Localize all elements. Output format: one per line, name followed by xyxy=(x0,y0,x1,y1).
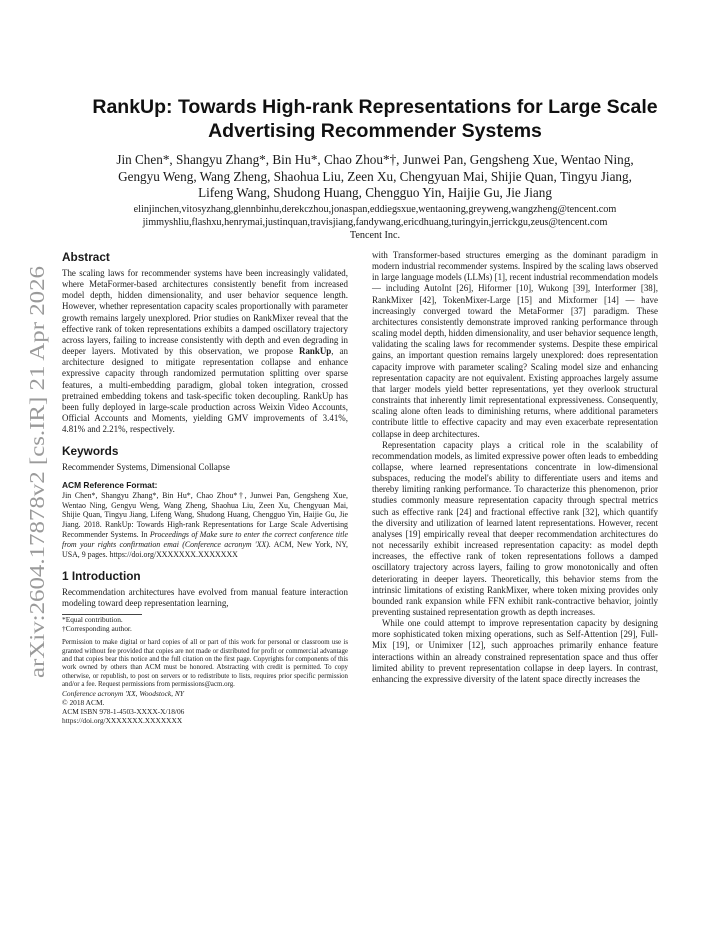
conference-line xyxy=(62,689,348,698)
acm-reference-italic: Proceedings of Make sure to enter the correct conference title from your rights confirmation emai (Conference acronym 'XX). xyxy=(62,530,348,550)
title-line-2: Advertising Recommender Systems xyxy=(208,120,542,142)
abstract-rankup-bold: RankUp xyxy=(298,346,332,357)
keywords-text: Recommender Systems, Dimensional Collapse xyxy=(62,462,230,473)
acm-reference-text xyxy=(62,491,348,560)
abstract-heading: Abstract xyxy=(62,250,110,264)
affiliation: Tencent Inc. xyxy=(349,230,401,241)
arxiv-stamp-svg xyxy=(22,258,52,678)
intro-paragraph-3: While one could attempt to improve representation capacity by designing more sophisticated token mixing operations, such as Self-Attention [29], Full-Mix [19], or Unimixer [12], such approaches primarily enhance feature interactions within an already constrained representation space and thus offer limited ability to prevent representation collapse in deep layers. In contrast, enhancing the expressive diversity of the latent space directly increases the xyxy=(372,618,658,684)
left-column xyxy=(62,250,348,725)
keywords-heading: Keywords xyxy=(62,444,119,459)
introduction-heading: 1 Introduction xyxy=(62,569,141,583)
arxiv-id: arXiv:2604.17878v2 [cs.IR] 21 Apr 2026 xyxy=(25,330,49,678)
doi-link[interactable]: https://doi.org/XXXXXXX.XXXXXXX xyxy=(62,716,183,726)
title-line-1: RankUp: Towards High-rank Representations for Large Scale xyxy=(92,96,658,118)
abstract-text-part-1: The scaling laws for recommender systems have been increasingly validated, where MetaFormer-based architectures consistently benefit from increased model depth, hidden dimensionality, and user behavior sequence length. However, whether representation capacity scales proportionally with parameter growth remains largely unexplored. Prior studies on RankMixer reveal that the effective rank of token representations exhibits a damped oscillatory trajectory across layers, failing to increase consistently with depth and even degrading in deeper layers. Motivated by this observation, we propose xyxy=(62,268,348,357)
copyright: © 2018 ACM. xyxy=(62,698,105,708)
author-emails xyxy=(70,203,680,242)
permission-notice: Permission to make digital or hard copies of all or part of this work for personal or classroom use is granted without fee provided that copies are not made or distributed for profit or commercial advantage and that copies bear this notice and the full citation on the first page. Copyrights for components of this work owned by others than ACM must be honored. Abstracting with credit is permitted. To copy otherwise, or republish, to post on servers or to redistribute to lists, requires prior specific permission and/or a fee. Request permissions from permissions@acm.org. xyxy=(62,639,348,689)
acm-reference-body: Jin Chen*, Shangyu Zhang*, Bin Hu*, Chao Zhou*†, Junwei Pan, Gengsheng Xue, Wentao Ning, Gengyu Weng, Wang Zheng, Shaohua Liu, Zeen Xu, Chengyuan Mai, Shijie Quan, Tingyu Jiang, Lifeng Wang, Shudong Huang, Chengguo Yin, Haijie Gu, Jie Jiang. 2018. RankUp: Towards High-rank Representations for Large Scale Advertising Recommender Systems. In xyxy=(62,490,348,540)
isbn: ACM ISBN 978-1-4503-XXXX-X/18/06 xyxy=(62,707,185,717)
abstract-text xyxy=(62,268,348,435)
conference-line-text: Conference acronym 'XX, Woodstock, NY xyxy=(62,689,184,699)
email-line-1: elinjinchen,vitosyzhang,glennbinhu,derekczhou,jonaspan,eddiegsxue,wentaoning,greyweng,wangzheng@tencent.com xyxy=(133,204,617,215)
footnote-corresponding: †Corresponding author. xyxy=(62,624,132,634)
author-line-2: Gengyu Weng, Wang Zheng, Shaohua Liu, Zeen Xu, Chengyuan Mai, Shijie Quan, Tingyu Jiang, xyxy=(118,168,632,184)
introduction-text: Recommendation architectures have evolved from manual feature interaction modeling toward deep representation learning, xyxy=(62,587,348,609)
arxiv-stamp xyxy=(22,258,52,678)
intro-paragraph-1: with Transformer-based structures emerging as the dominant paradigm in modern industrial recommender systems. Inspired by the scaling laws observed in large language models (LLMs) [1], recent industrial recommendation models — including AutoInt [26], Hiformer [10], Wukong [39], Interformer [38], RankMixer [42], TokenMixer-Large [15] and Mixformer [14] — have increasingly converged toward the MetaFormer [37] paradigm. These architectures consistently demonstrate improved ranking performance through scaling model depth, hidden dimensionality, and user behavior sequence length, validating the scaling laws for recommender systems. Despite these empirical gains, an important question remains largely unexplored: does representation capacity improve with parameter scaling? Scaling model size and enhancing representation capacity are not equivalent. Existing approaches largely assume that larger models yield better representations, yet they overlook structural constraints that inherently limit representational expressiveness. Consequently, scaling alone often leads to diminishing returns, where additional parameters contribute little to effective capacity and may even exacerbate representation collapse in deep architectures. xyxy=(372,250,658,439)
paper-title xyxy=(70,95,680,143)
acm-reference-tail: ACM, New York, NY, USA, 9 pages. https://doi.org/XXXXXXX.XXXXXXX xyxy=(62,540,348,560)
acm-reference-heading: ACM Reference Format: xyxy=(62,479,158,490)
author-line-1: Jin Chen*, Shangyu Zhang*, Bin Hu*, Chao Zhou*†, Junwei Pan, Gengsheng Xue, Wentao Ning, xyxy=(116,152,634,167)
footnote-equal: *Equal contribution. xyxy=(62,615,123,625)
abstract-text-part-2: , an architecture designed to mitigate representation collapse and enhance expressive capacity through randomized permutation splitting over sparse features, a multi-embedding paradigm, global token integration, crossed pretrained embedding tokens and task-specific token decoupling. RankUp has been fully deployed in large-scale production across Weixin Video Accounts, Official Accounts and Moments, yielding GMV improvements of 3.41%, 4.81% and 2.21%, respectively. xyxy=(62,346,348,435)
author-line-3: Lifeng Wang, Shudong Huang, Chengguo Yin, Haijie Gu, Jie Jiang xyxy=(198,185,552,200)
right-column xyxy=(372,250,658,685)
email-line-2: jimmyshliu,flashxu,henrymai,justinquan,travisjiang,fandywang,ericdhuang,turingyin,jerrickgu,zeus@tencent.com xyxy=(142,217,608,228)
author-list xyxy=(70,152,680,202)
intro-paragraph-2: Representation capacity plays a critical role in the scalability of recommendation models, as limited expressive power often leads to embedding collapse, where learned representations concentrate in low-dimensional subspaces, reducing the model's ability to differentiate users and items and thereby limiting ranking performance. To characterize this phenomenon, prior studies commonly measure representation capacity through spectral metrics such as effective rank [24] and fractional effective rank [32], which quantify the diversity and utilization of learned latent representations. However, recent analyses [19] empirically reveal that deeper recommendation architectures do not necessarily exhibit increased representation capacity: as model depth increases, the effective rank of token representations follows a damped oscillatory trajectory across layers, failing to grow monotonically and often deteriorating in deeper layers. Theoretically, this behavior stems from the intrinsic limitations of existing RankMixer, where token mixing provides only bounded rank expansion while FFN exhibit rank-contractive behavior, jointly preventing sustained representation growth as depth increases. xyxy=(372,439,658,617)
